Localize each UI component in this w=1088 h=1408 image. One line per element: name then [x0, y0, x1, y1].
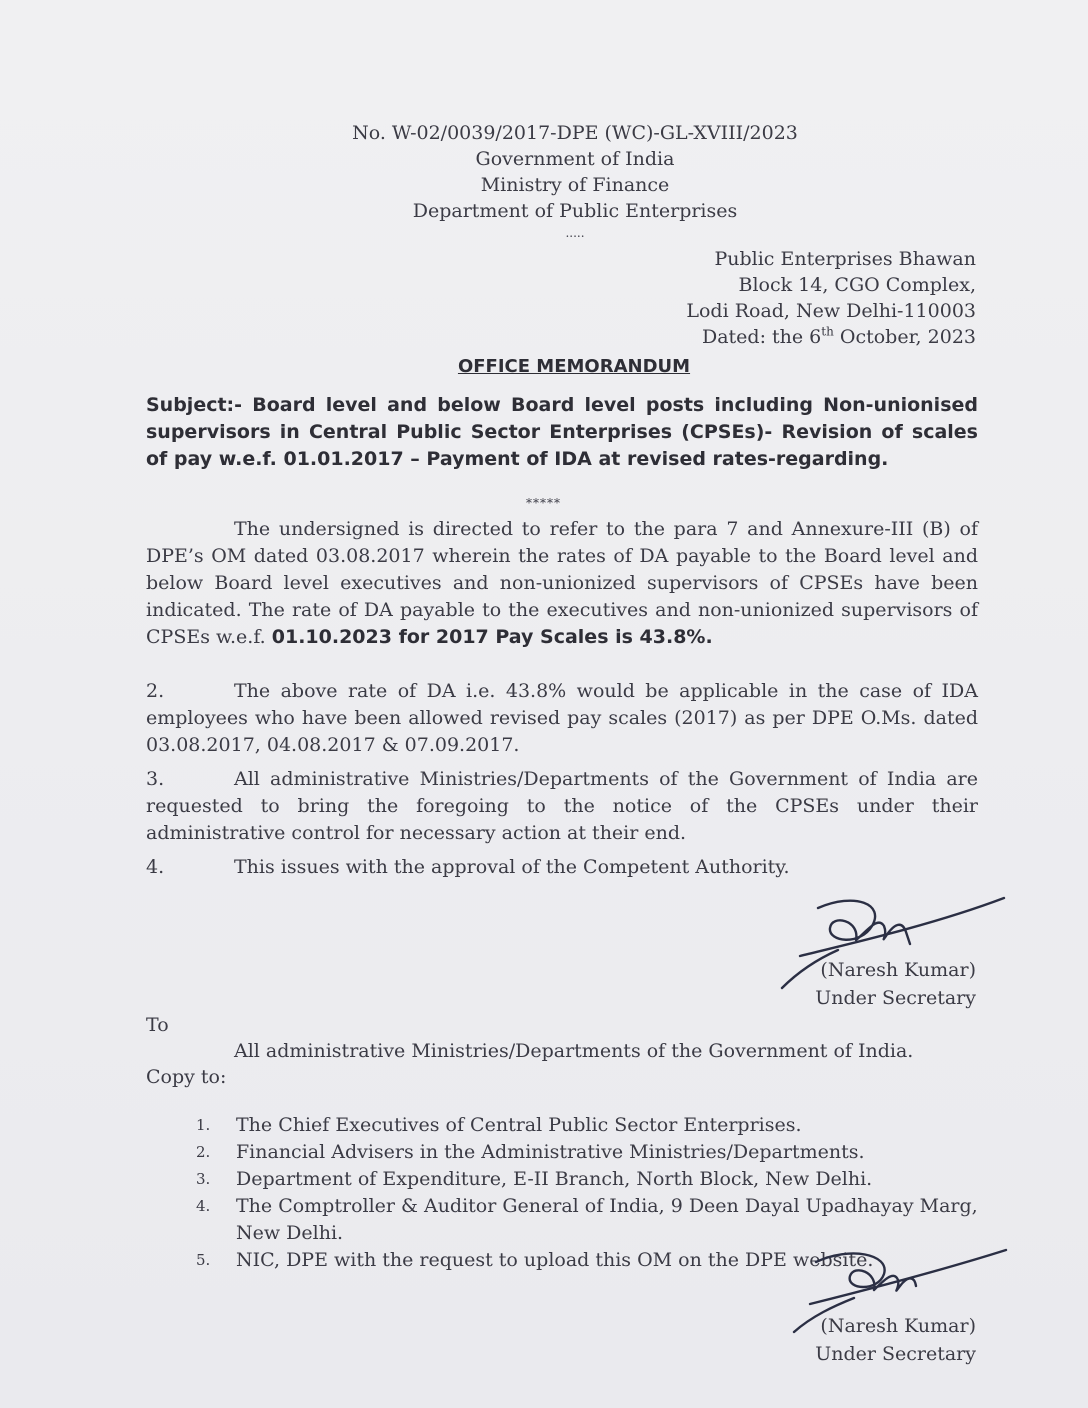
signatory-name: (Naresh Kumar) — [820, 1315, 976, 1337]
memo-subject: Subject:- Board level and below Board level posts including Non-unionised supervisors in Central Public Sector Enterprises (CPSEs)- Revision of scales of pay w.e.f. 01.01.2017 – Payment of IDA at revised rates-regarding. — [146, 394, 978, 470]
paragraph-1: The undersigned is directed to refer to the para 7 and Annexure-III (B) of DPE’s OM dated 03.08.2017 wherein the rates of DA payable to the Board level and below Board level executives and non-unionized supervisors of CPSEs have been indicated. The rate of DA payable to the executives and non-unionized supervisors of CPSEs w.e.f. 01.10.2023 for 2017 Pay Scales is 43.8%. — [146, 518, 978, 648]
letterhead — [250, 120, 900, 242]
section-stars: ***** — [526, 496, 561, 510]
paragraph-2: 2. The above rate of DA i.e. 43.8% would be applicable in the case of IDA employees who have been allowed revised pay scales (2017) as per DPE O.Ms. dated 03.08.2017, 04.08.2017 & 07.09.2017. — [146, 680, 978, 756]
file-number: No. W-02/0039/2017-DPE (WC)-GL-XVIII/2023 — [352, 122, 798, 144]
signatory-block-1 — [815, 956, 976, 1012]
signatory-name: (Naresh Kumar) — [820, 959, 976, 981]
ministry-name: Ministry of Finance — [480, 174, 670, 196]
header-separator: ..... — [565, 226, 585, 240]
list-item: 1. The Chief Executives of Central Public Sector Enterprises. — [196, 1114, 802, 1136]
memo-title: OFFICE MEMORANDUM — [457, 356, 691, 377]
list-item: 5. NIC, DPE with the request to upload this OM on the DPE website. — [196, 1249, 874, 1271]
list-item: 2. Financial Advisers in the Administrative Ministries/Departments. — [196, 1141, 865, 1163]
list-item: 4. The Comptroller & Auditor General of India, 9 Deen Dayal Upadhayay Marg, New Delhi. — [196, 1195, 978, 1244]
to-recipient: All administrative Ministries/Departments of the Government of India. — [234, 1040, 914, 1062]
da-rate-highlight: 01.10.2023 for 2017 Pay Scales is 43.8%. — [271, 626, 713, 648]
address-line-1: Public Enterprises Bhawan — [714, 248, 976, 270]
to-label: To — [146, 1014, 169, 1036]
paragraph-4: 4. This issues with the approval of the Competent Authority. — [146, 856, 790, 878]
department-name: Department of Public Enterprises — [412, 200, 738, 222]
address-line-2: Block 14, CGO Complex, — [738, 274, 976, 296]
address-line-3: Lodi Road, New Delhi-110003 — [686, 300, 976, 322]
list-item: 3. Department of Expenditure, E-II Branch, North Block, New Delhi. — [196, 1168, 873, 1190]
copy-to-label: Copy to: — [146, 1066, 227, 1088]
paragraph-3: 3. All administrative Ministries/Departments of the Government of India are requested to bring the foregoing to the notice of the CPSEs under their administrative control for necessary action at their end. — [146, 768, 978, 844]
signatory-designation: Under Secretary — [815, 987, 976, 1009]
date-line: Dated: the 6th October, 2023 — [701, 324, 976, 348]
address-block — [686, 246, 976, 350]
government-name: Government of India — [475, 148, 675, 170]
signatory-designation: Under Secretary — [815, 1343, 976, 1365]
signatory-block-2 — [815, 1312, 976, 1368]
